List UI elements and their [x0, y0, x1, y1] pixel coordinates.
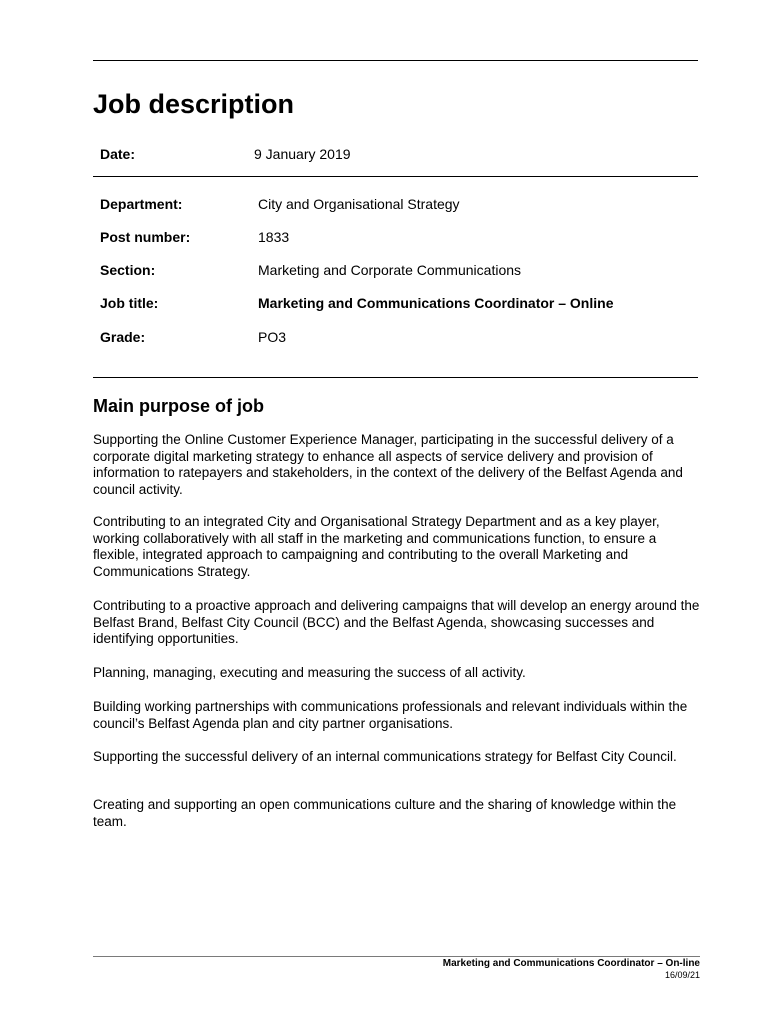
purpose-paragraph: Contributing to an integrated City and Organisational Strategy Department and as a key player, working collaboratively with all staff in the marketing and communications function, to ensure a flexible, integrated approach to campaigning and contributing to the overall Marketing and Communications Strategy.	[93, 514, 660, 579]
date-value: 9 January 2019	[254, 146, 351, 162]
date-row	[100, 145, 700, 163]
job-title-value: Marketing and Communications Coordinator – Online	[258, 295, 614, 311]
footer-date: 16/09/21	[664, 970, 700, 980]
purpose-paragraph: Supporting the Online Customer Experience Manager, participating in the successful delivery of a corporate digital marketing strategy to enhance all aspects of service delivery and provision of information to ratepayers and stakeholders, in the context of the delivery of the Belfast Agenda and council activity.	[93, 432, 683, 497]
document-title: Job description	[93, 89, 295, 119]
grade-label: Grade:	[100, 329, 146, 345]
purpose-paragraph: Planning, managing, executing and measuring the success of all activity.	[93, 665, 526, 680]
section-label: Section:	[100, 262, 156, 278]
main-purpose-heading: Main purpose of job	[93, 396, 264, 416]
grade-value: PO3	[258, 329, 287, 345]
header-divider	[93, 176, 698, 177]
job-title-label: Job title:	[100, 295, 159, 311]
field-row-job-title	[100, 294, 700, 312]
section-value: Marketing and Corporate Communications	[258, 262, 522, 278]
department-label: Department:	[100, 196, 183, 212]
post-number-label: Post number:	[100, 229, 191, 245]
post-number-value: 1833	[258, 229, 290, 245]
field-row-section	[100, 261, 700, 279]
footer-divider	[93, 956, 700, 957]
footer-document-title: Marketing and Communications Coordinator – On-line	[442, 958, 700, 969]
purpose-paragraph: Contributing to a proactive approach and delivering campaigns that will develop an energy around the Belfast Brand, Belfast City Council (BCC) and the Belfast Agenda, showcasing successes and identifying opportunities.	[93, 598, 700, 647]
date-label: Date:	[100, 146, 136, 162]
department-value: City and Organisational Strategy	[258, 196, 460, 212]
fields-divider	[93, 377, 698, 378]
purpose-paragraph: Creating and supporting an open communications culture and the sharing of knowledge within the team.	[93, 797, 677, 829]
purpose-paragraph: Building working partnerships with communications professionals and relevant individuals within the council’s Belfast Agenda plan and city partner organisations.	[93, 699, 688, 731]
field-row-post-number	[100, 228, 700, 246]
top-divider	[93, 60, 698, 61]
field-row-grade	[100, 328, 700, 346]
field-row-department	[100, 195, 700, 213]
purpose-paragraph: Supporting the successful delivery of an internal communications strategy for Belfast City Council.	[93, 749, 677, 764]
